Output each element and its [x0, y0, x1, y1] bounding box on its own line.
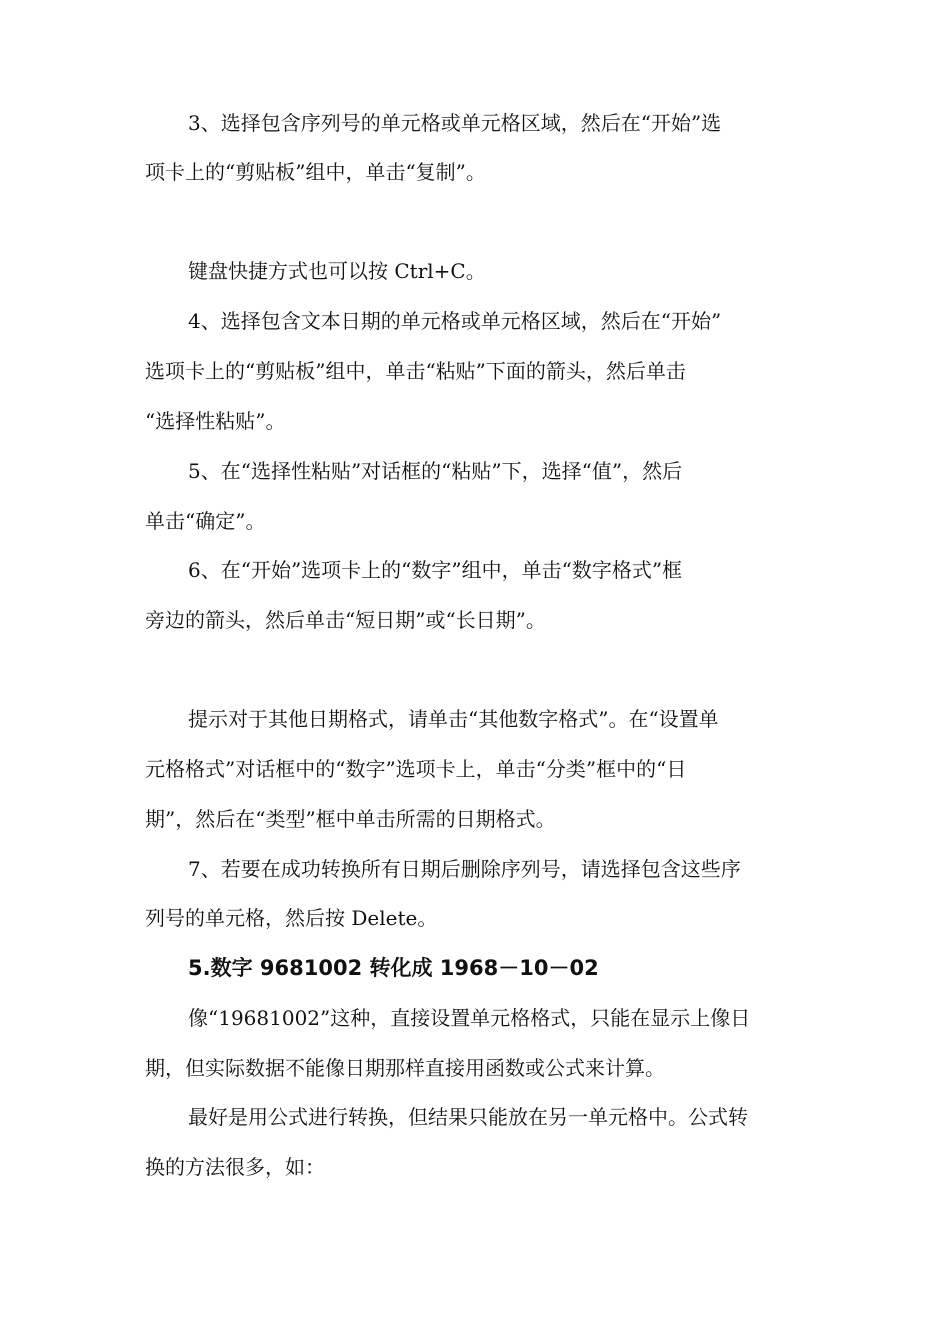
paragraph-step7-line1: 7、若要在成功转换所有日期后删除序列号，请选择包含这些序	[188, 857, 741, 881]
paragraph-step6-line2: 旁边的箭头，然后单击“短日期”或“长日期”。	[145, 608, 546, 632]
paragraph-shortcut-line1: 键盘快捷方式也可以按 Ctrl+C。	[188, 259, 486, 283]
paragraph-step4-line2: 选项卡上的“剪贴板”组中，单击“粘贴”下面的箭头，然后单击	[145, 359, 686, 383]
paragraph-step4-line1: 4、选择包含文本日期的单元格或单元格区域，然后在“开始”	[188, 309, 722, 333]
paragraph-step4-line3: “选择性粘贴”。	[145, 409, 286, 433]
paragraph-intro-line1: 像“19681002”这种，直接设置单元格格式，只能在显示上像日	[188, 1006, 751, 1030]
paragraph-step5-line1: 5、在“选择性粘贴”对话框的“粘贴”下，选择“值”，然后	[188, 459, 683, 483]
paragraph-intro-line2: 期，但实际数据不能像日期那样直接用函数或公式来计算。	[145, 1056, 665, 1080]
paragraph-step6-line1: 6、在“开始”选项卡上的“数字”组中，单击“数字格式”框	[188, 558, 683, 582]
paragraph-tip-line1: 提示对于其他日期格式，请单击“其他数字格式”。在“设置单	[188, 707, 719, 731]
section-heading-5: 5.数字 9681002 转化成 1968－10－02	[188, 956, 599, 980]
paragraph-step7-line2: 列号的单元格，然后按 Delete。	[145, 906, 438, 930]
paragraph-tip-line2: 元格格式”对话框中的“数字”选项卡上，单击“分类”框中的“日	[145, 757, 687, 781]
paragraph-step3-line2: 项卡上的“剪贴板”组中，单击“复制”。	[145, 160, 486, 184]
paragraph-step5-line2: 单击“确定”。	[145, 509, 266, 533]
paragraph-step3-line1: 3、选择包含序列号的单元格或单元格区域，然后在“开始”选	[188, 111, 722, 135]
paragraph-tip-line3: 期”，然后在“类型”框中单击所需的日期格式。	[145, 807, 556, 831]
paragraph-formula-line2: 换的方法很多，如：	[145, 1155, 325, 1179]
paragraph-formula-line1: 最好是用公式进行转换，但结果只能放在另一单元格中。公式转	[188, 1105, 748, 1129]
